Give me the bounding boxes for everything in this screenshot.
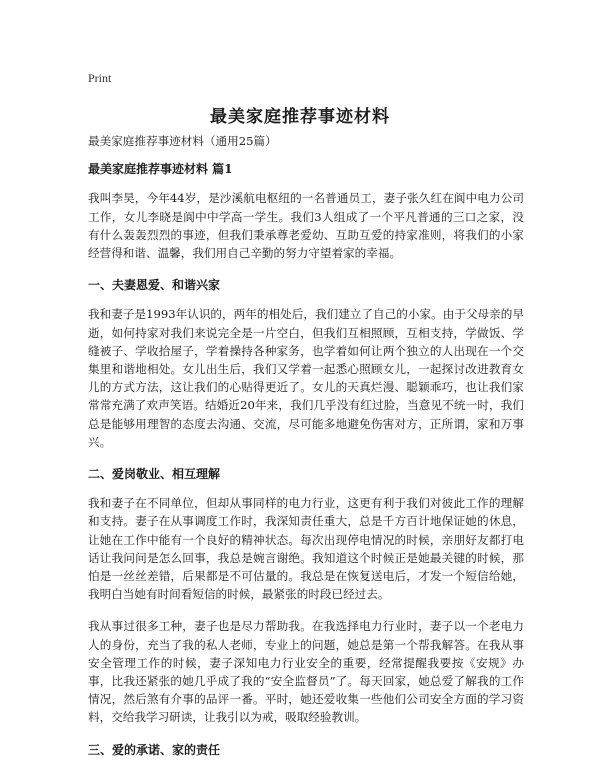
section-heading-2: 二、爱岗敬业、相互理解 (88, 467, 221, 482)
section-heading-1: 一、夫妻恩爱、和谐兴家 (88, 278, 221, 293)
document-title: 最美家庭推荐事迹材料 (210, 107, 390, 127)
section-heading-3: 三、爱的承诺、家的责任 (88, 742, 221, 757)
section-1-paragraph-1: 我和妻子是1993年认识的，两年的相处后，我们建立了自己的小家。由于父母亲的早逝，如何持家对我们来说完全是一片空白，但我们互相照顾，互相支持，学做饭、学缝被子、学收拾屋子，学着操持各种家务，也学着如何让两个独立的人出现在一个交集里和谐地相处。女儿出生后，我们又学着一起悉心照顾女儿，一起探讨改进教育女儿的方式方法，这让我们的心贴得更近了。女儿的天真烂漫、聪颖乖巧，也让我们家常常充满了欢声笑语。结婚近20年来，我们几乎没有红过脸，当意见不统一时，我们总是能够用理智的态度去沟通、交流，尽可能多地避免伤害对方，正所谓，家和万事兴。 (88, 307, 524, 449)
section-2-paragraph-2: 我从事过很多工种，妻子也是尽力帮助我。在我选择电力行业时，妻子以一个老电力人的身份，充当了我的私人老师，专业上的问题，她总是第一个帮我解答。在我从事安全管理工作的时候，妻子深知电力行业安全的重要，经常提醒我要按《安规》办事，比我还紧张的她几乎成了我的“安全监督员”了。每天回家，她总爱了解我的工作情况，然后煞有介事的品评一番。平时，她还爱收集一些他们公司安全方面的学习资料，交给我学习研读，让我引以为戒，吸取经验教训。 (88, 619, 524, 725)
print-label[interactable]: Print (88, 71, 112, 85)
part-heading: 最美家庭推荐事迹材料 篇1 (88, 162, 233, 177)
document-body (88, 132, 524, 770)
document-subtitle: 最美家庭推荐事迹材料（通用25篇） (88, 134, 277, 148)
section-2-paragraph-1: 我和妻子在不同单位，但却从事同样的电力行业，这更有利于我们对彼此工作的理解和支持。妻子在从事调度工作时，我深知责任重大，总是千方百计地保证她的休息，让她在工作中能有一个良好的精神状态。每次出现停电情况的时候，亲朋好友都打电话让我问问是怎么回事，我总是婉言谢绝。我知道这个时候正是她最关键的时候，那怕是一丝丝差错，后果都是不可估量的。我总是在恢复送电后，才发一个短信给她，我明白当她有时间看短信的时候，最紧张的时段已经过去。 (88, 496, 524, 602)
intro-paragraph: 我叫李昊，今年44岁，是沙溪航电枢纽的一名普通员工，妻子张久红在阆中电力公司工作，女儿李晓是阆中中学高一学生。我们3人组成了一个平凡普通的三口之家，没有什么轰轰烈烈的事迹，但我们秉承尊老爱幼、互助互爱的持家准则，将我们的小家经营得和谐、温馨，我们用自己辛勤的努力守望着家的幸福。 (88, 191, 524, 261)
